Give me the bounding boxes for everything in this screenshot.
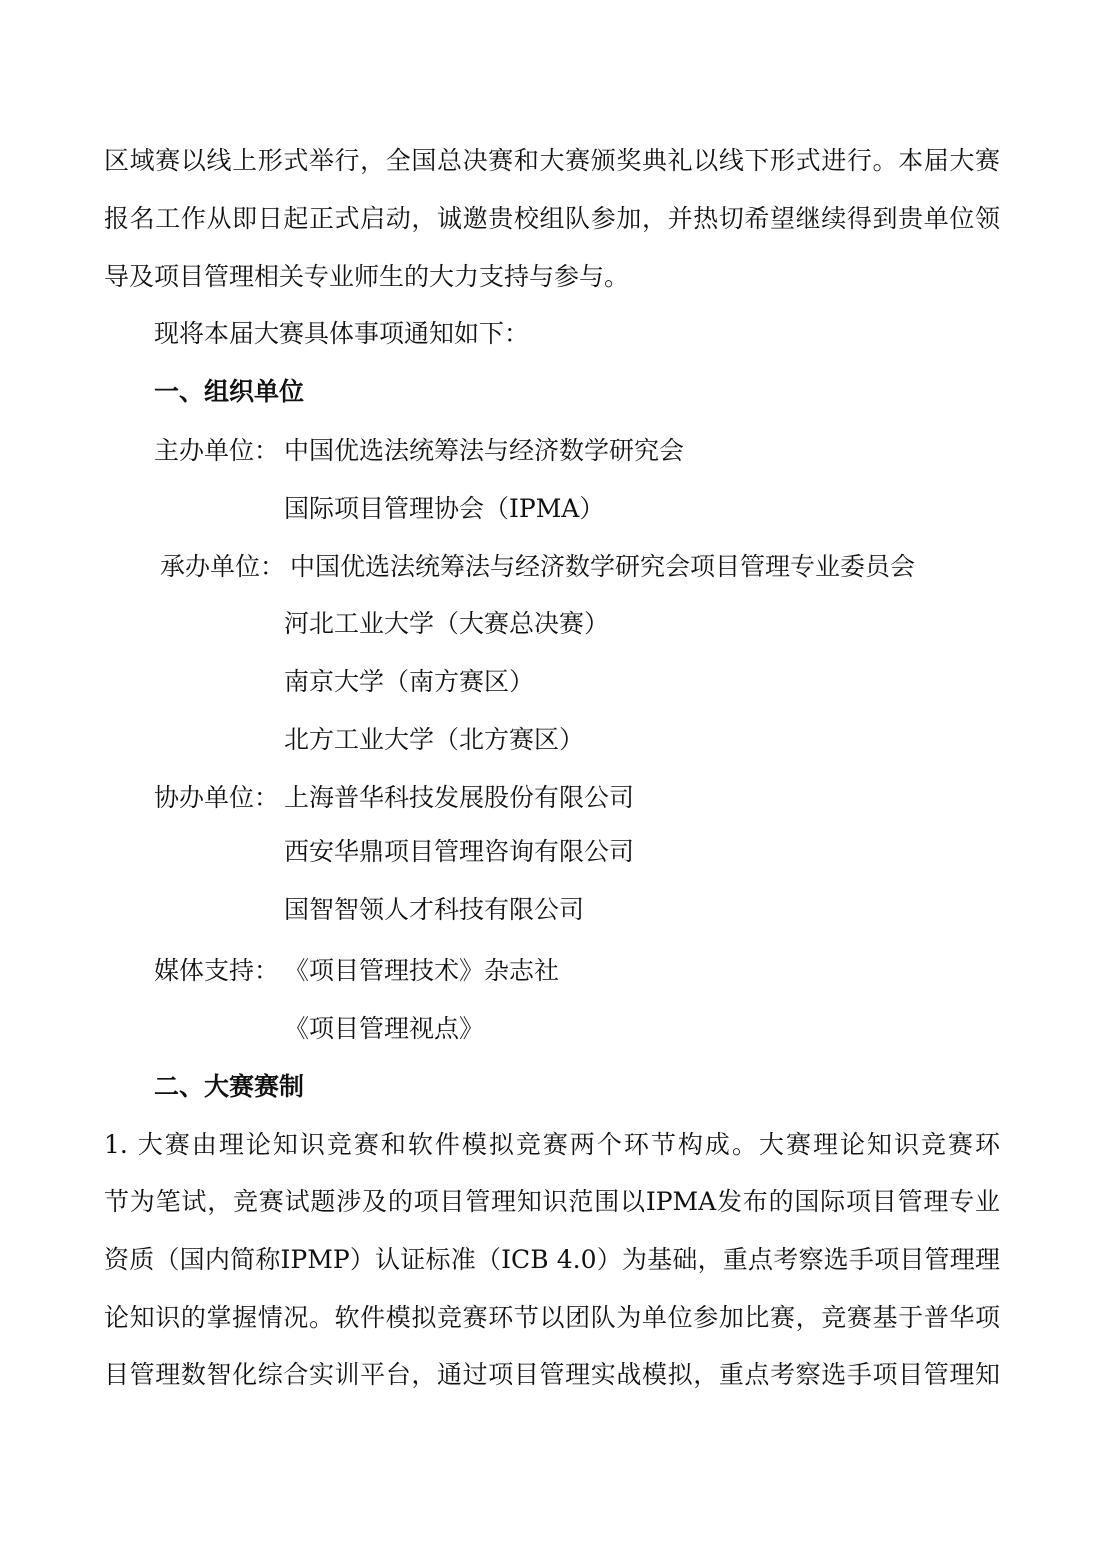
section-2-heading: 二、大赛赛制 <box>154 1072 305 1101</box>
intro-line-2: 报名工作从即日起正式启动，诚邀贵校组队参加，并热切希望继续得到贵单位领 <box>104 204 1000 233</box>
organizer-unit-4: 北方工业大学（北方赛区） <box>284 725 585 754</box>
organizer-label: 承办单位： <box>160 552 286 581</box>
organizer-unit-1: 中国优选法统筹法与经济数学研究会项目管理专业委员会 <box>290 552 916 581</box>
rules-line-4: 论知识的掌握情况。软件模拟竞赛环节以团队为单位参加比赛，竞赛基于普华项 <box>104 1303 1000 1332</box>
co-organizer-label: 协办单位： <box>154 783 280 812</box>
media-unit-1: 《项目管理技术》杂志社 <box>284 956 560 985</box>
intro-line-1: 区域赛以线上形式举行，全国总决赛和大赛颁奖典礼以线下形式进行。本届大赛 <box>104 146 1000 175</box>
notice-line: 现将本届大赛具体事项通知如下： <box>154 319 530 348</box>
rules-line-2: 节为笔试，竞赛试题涉及的项目管理知识范围以IPMA发布的国际项目管理专业 <box>104 1187 1000 1216</box>
section-1-heading: 一、组织单位 <box>154 377 305 406</box>
co-organizer-unit-1: 上海普华科技发展股份有限公司 <box>284 783 635 812</box>
co-organizer-unit-3: 国智智领人才科技有限公司 <box>284 895 585 924</box>
co-organizer-unit-2: 西安华鼎项目管理咨询有限公司 <box>284 837 635 866</box>
intro-line-3: 导及项目管理相关专业师生的大力支持与参与。 <box>104 262 630 291</box>
host-label: 主办单位： <box>154 436 280 465</box>
rules-line-3: 资质（国内简称IPMP）认证标准（ICB 4.0）为基础，重点考察选手项目管理理 <box>104 1245 1000 1274</box>
rules-line-5: 目管理数智化综合实训平台，通过项目管理实战模拟，重点考察选手项目管理知 <box>104 1360 1000 1389</box>
rules-line-1: 1. 大赛由理论知识竞赛和软件模拟竞赛两个环节构成。大赛理论知识竞赛环 <box>104 1130 1000 1159</box>
host-unit-1: 中国优选法统筹法与经济数学研究会 <box>284 436 685 465</box>
organizer-unit-3: 南京大学（南方赛区） <box>284 667 535 696</box>
organizer-unit-2: 河北工业大学（大赛总决赛） <box>284 609 610 638</box>
media-label: 媒体支持： <box>154 956 280 985</box>
media-unit-2: 《项目管理视点》 <box>284 1014 485 1043</box>
host-unit-2: 国际项目管理协会（IPMA） <box>284 494 605 523</box>
